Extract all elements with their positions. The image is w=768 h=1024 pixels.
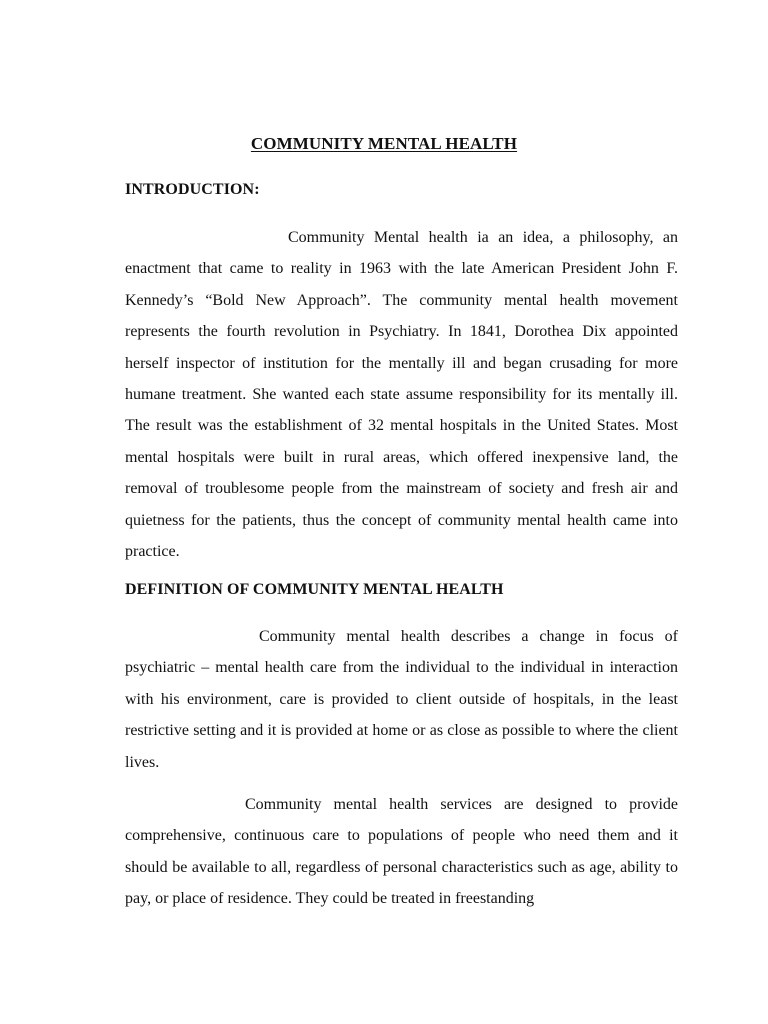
section-heading-introduction: INTRODUCTION: <box>125 181 260 198</box>
introduction-paragraph: Community Mental health ia an idea, a philosophy, an enactment that came to reality in 1963 with the late American President John F. Kennedy’s “Bold New Approach”. The community mental health movement represents the fourth revolution in Psychiatry. In 1841, Dorothea Dix appointed herself inspector of institution for the mentally ill and began crusading for more humane treatment. She wanted each state assume responsibility for its mentally ill. The result was the establishment of 32 mental hospitals in the United States. Most mental hospitals were built in rural areas, which offered inexpensive land, the removal of troublesome people from the mainstream of society and fresh air and quietness for the patients, thus the concept of community mental health came into practice. <box>125 229 678 561</box>
definition-paragraph-1: Community mental health describes a change in focus of psychiatric – mental health care from the individual to the individual in interaction with his environment, care is provided to client outside of hospitals, in the least restrictive setting and it is provided at home or as close as possible to where the client lives. <box>125 628 678 771</box>
document-title: COMMUNITY MENTAL HEALTH <box>250 134 518 153</box>
section-heading-definition: DEFINITION OF COMMUNITY MENTAL HEALTH <box>125 581 504 598</box>
definition-paragraph-2: Community mental health services are designed to provide comprehensive, continuous care to populations of people who need them and it should be available to all, regardless of personal characteristics such as age, ability to pay, or place of residence. They could be treated in freestanding <box>125 796 678 908</box>
